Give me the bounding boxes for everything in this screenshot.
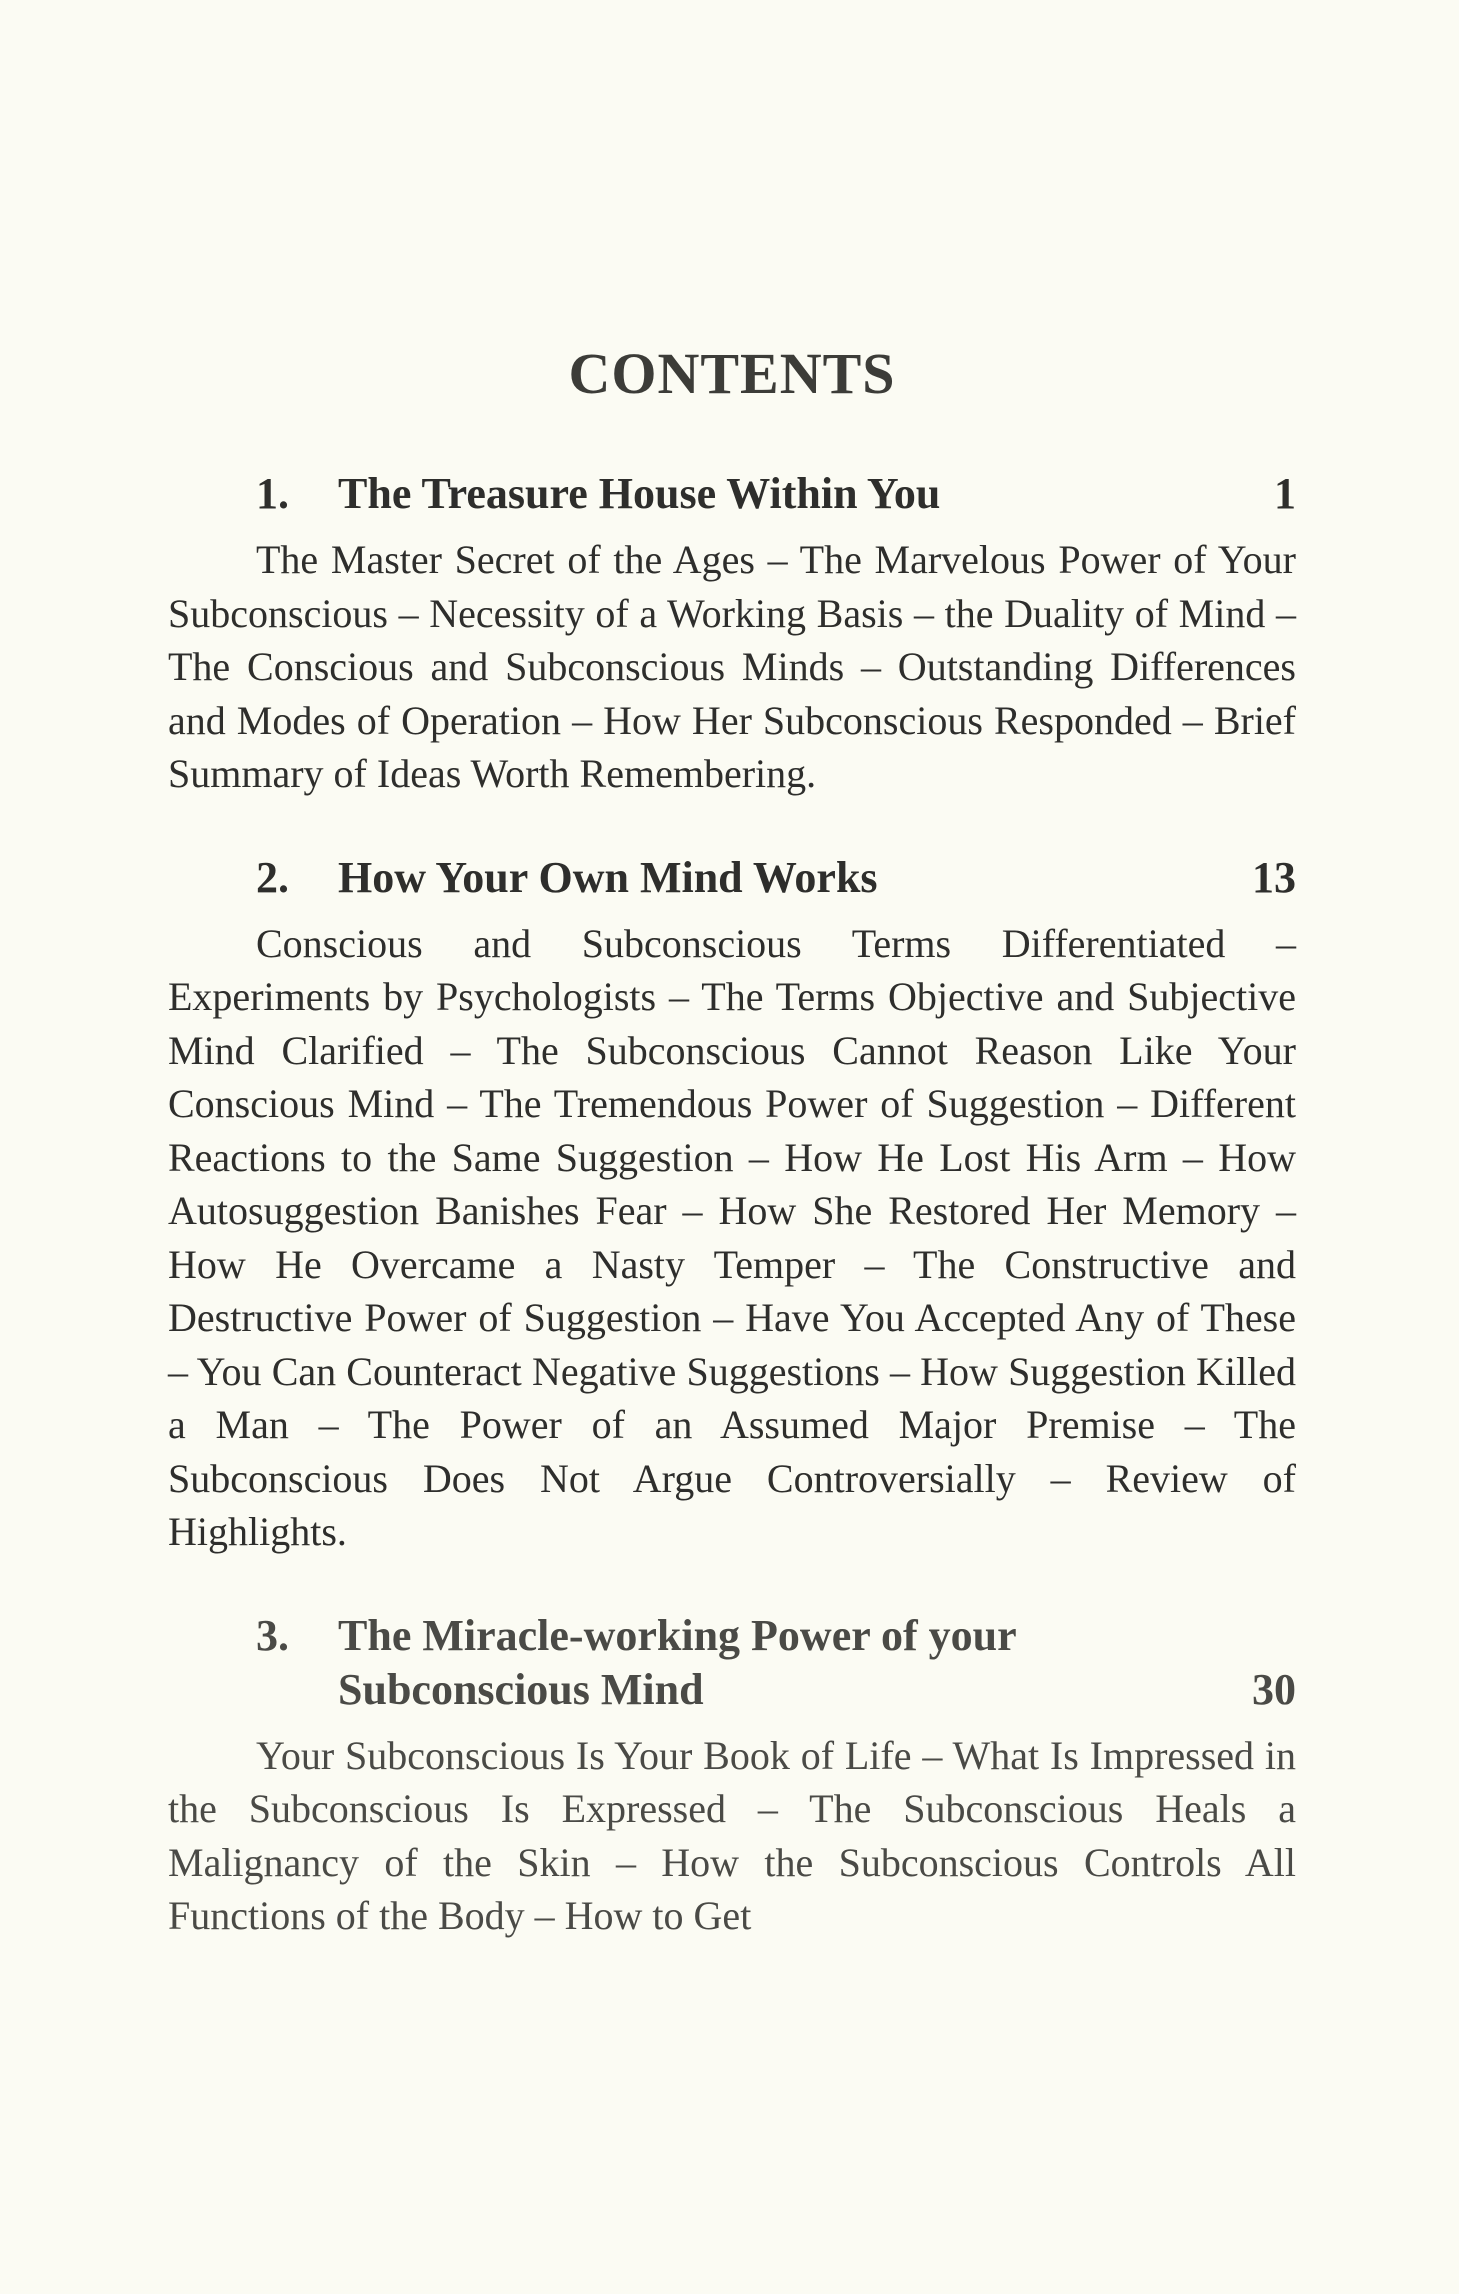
chapter-entry-3 (168, 1609, 1296, 1943)
chapter-page-number: 13 (1252, 852, 1296, 902)
chapter-heading (168, 1609, 1296, 1717)
chapter-number: 2. (256, 852, 289, 902)
chapter-title-line: How Your Own Mind Works (338, 852, 878, 902)
chapter-title (338, 851, 1236, 905)
chapter-heading (168, 467, 1296, 521)
chapter-title-line: The Treasure House Within You (338, 469, 941, 518)
chapter-entry-2 (168, 851, 1296, 1559)
chapter-title-line: Subconscious Mind (338, 1664, 704, 1714)
chapter-page-number: 1 (1274, 469, 1296, 518)
chapter-page-number: 30 (1252, 1664, 1296, 1714)
page-title: CONTENTS (568, 341, 896, 406)
contents-page (168, 340, 1296, 1993)
chapter-description: Conscious and Subconscious Terms Differentiated – Experiments by Psychologists – The Terms Objective and Subjective Mind Clarified – The Subconscious Cannot Reason Like Your Conscious Mind – The Tremendous Power of Suggestion – Different Reactions to the Same Suggestion – How He Lost His Arm – How Autosuggestion Banishes Fear – How She Restored Her Memory – How He Overcame a Nasty Temper – The Constructive and Destructive Power of Suggestion – Have You Accepted Any of These – You Can Counteract Negative Suggestions – How Suggestion Killed a Man – The Power of an Assumed Major Premise – The Subconscious Does Not Argue Controversially – Review of Highlights. (168, 920, 1296, 1554)
chapter-title (338, 467, 1236, 521)
chapter-description: The Master Secret of the Ages – The Marvelous Power of Your Subconscious – Necessity of a Working Basis – the Duality of Mind – The Conscious and Subconscious Minds – Outstanding Differences and Modes of Operation – How Her Subconscious Responded – Brief Summary of Ideas Worth Remembering. (168, 537, 1296, 796)
chapter-heading (168, 851, 1296, 905)
chapter-description: Your Subconscious Is Your Book of Life – What Is Impressed in the Subconscious Is Expressed – The Subconscious Heals a Malignancy of the Skin – How the Subconscious Controls All Functions of the Body – How to Get (168, 1732, 1296, 1938)
chapter-number: 3. (256, 1610, 289, 1660)
chapter-entry-1 (168, 467, 1296, 801)
chapter-number: 1. (256, 469, 289, 518)
chapter-title-line: The Miracle-working Power of your (338, 1610, 1017, 1660)
chapter-title (338, 1609, 1236, 1717)
